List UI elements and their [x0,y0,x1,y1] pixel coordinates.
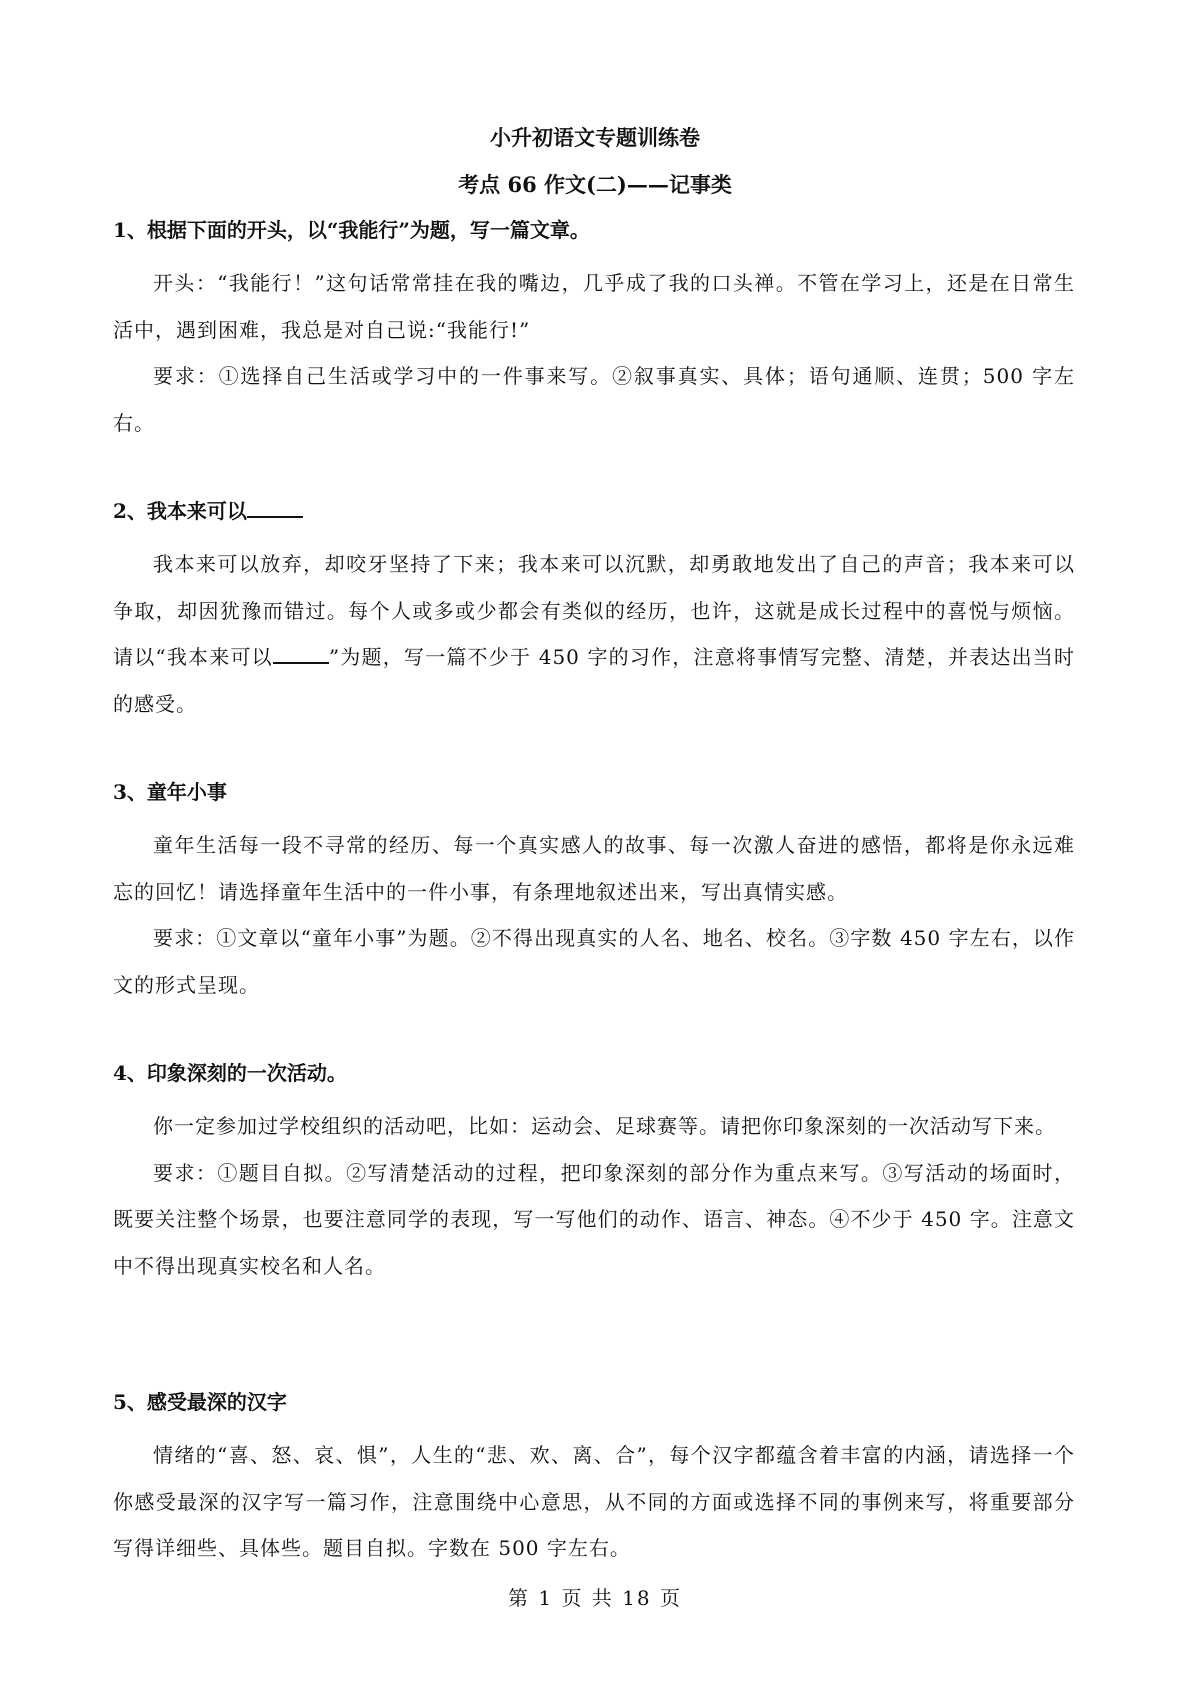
question-1-heading: 1、根据下面的开头，以“我能行”为题，写一篇文章。 [113,218,590,242]
question-5 [113,1386,1075,1572]
document-title: 小升初语文专题训练卷 [490,125,700,150]
question-2-heading [113,495,1075,527]
question-1 [113,214,1075,446]
question-4-requirements: 要求：①题目自拟。②写清楚活动的过程，把印象深刻的部分作为重点来写。③写活动的场面时，既要关注整个场景，也要注意同学的表现，写一写他们的动作、语言、神态。④不少于 450 字。注意文中不得出现真实校名和人名。 [113,1160,1075,1278]
question-2-prompt [113,541,1075,727]
prompt-blank [273,642,329,664]
question-5-prompt: 情绪的“喜、怒、哀、惧”，人生的“悲、欢、离、合”，每个汉字都蕴含着丰富的内涵，请选择一个你感受最深的汉字写一篇习作，注意围绕中心意思，从不同的方面或选择不同的事例来写，将重要部分写得详细些、具体些。题目自拟。字数在 500 字左右。 [113,1443,1075,1560]
page-number: 第 1 页 共 18 页 [508,1586,682,1610]
question-3-heading: 3、童年小事 [113,780,227,804]
question-2-heading-text: 2、我本来可以 [113,499,247,523]
question-1-opening: 开头：“我能行！”这句话常常挂在我的嘴边，几乎成了我的口头禅。不管在学习上，还是在日常生活中，遇到困难，我总是对自己说:“我能行!” [113,271,1075,342]
question-4-prompt: 你一定参加过学校组织的活动吧，比如：运动会、足球赛等。请把你印象深刻的一次活动写下来。 [153,1114,1056,1138]
document-subtitle: 考点 66 作文(二)——记事类 [458,172,732,197]
question-1-requirements: 要求：①选择自己生活或学习中的一件事来写。②叙事真实、具体；语句通顺、连贯；500 字左右。 [113,364,1075,435]
question-3 [113,776,1075,1008]
question-4-heading: 4、印象深刻的一次活动。 [113,1061,347,1085]
title-blank [247,496,303,518]
question-3-requirements: 要求：①文章以“童年小事”为题。②不得出现真实的人名、地名、校名。③字数 450 字左右，以作文的形式呈现。 [113,926,1075,997]
question-3-prompt: 童年生活每一段不寻常的经历、每一个真实感人的故事、每一次激人奋进的感悟，都将是你永远难忘的回忆！请选择童年生活中的一件小事，有条理地叙述出来，写出真情实感。 [113,833,1075,904]
question-5-heading: 5、感受最深的汉字 [113,1390,287,1414]
question-2-prompt-part2: ”为题，写一篇不少于 450 字的习作，注意将事情写完整、清楚，并表达出当时的感受。 [113,645,1075,716]
question-2 [113,495,1075,727]
question-2-prompt-part1: 我本来可以放弃，却咬牙坚持了下来；我本来可以沉默，却勇敢地发出了自己的声音；我本来可以争取，却因犹豫而错过。每个人或多或少都会有类似的经历，也许，这就是成长过程中的喜悦与烦恼。请以“我本来可以 [113,552,1075,669]
question-4 [113,1057,1075,1289]
